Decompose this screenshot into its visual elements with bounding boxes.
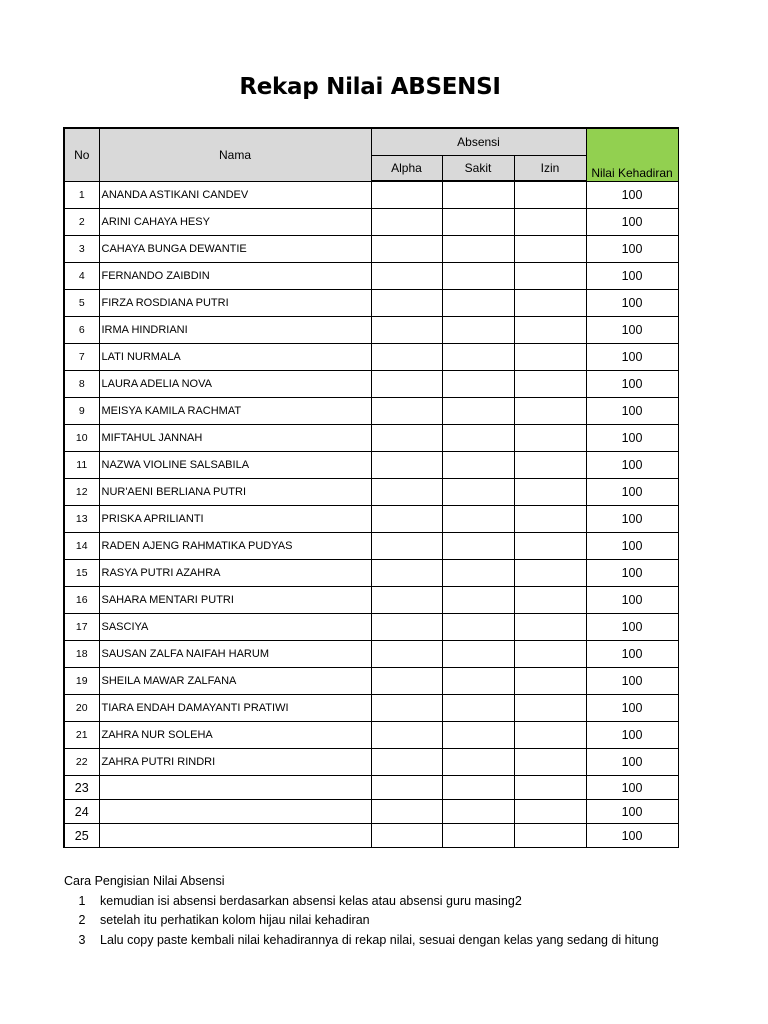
instructions — [64, 872, 659, 950]
table-row — [64, 506, 678, 533]
alpha-cell[interactable] — [371, 452, 442, 479]
row-number: 8 — [64, 371, 99, 398]
row-number: 25 — [64, 824, 99, 848]
table-row — [64, 452, 678, 479]
row-number: 14 — [64, 533, 99, 560]
sakit-cell[interactable] — [442, 776, 514, 800]
sakit-cell[interactable] — [442, 641, 514, 668]
alpha-cell[interactable] — [371, 722, 442, 749]
nilai-kehadiran-cell: 100 — [586, 749, 678, 776]
instructions-list — [64, 892, 659, 951]
sakit-cell[interactable] — [442, 506, 514, 533]
alpha-cell[interactable] — [371, 641, 442, 668]
nilai-kehadiran-cell: 100 — [586, 722, 678, 749]
student-name-cell: CAHAYA BUNGA DEWANTIE — [99, 236, 371, 263]
nilai-kehadiran-cell: 100 — [586, 371, 678, 398]
student-name-cell: RADEN AJENG RAHMATIKA PUDYAS — [99, 533, 371, 560]
alpha-cell[interactable] — [371, 800, 442, 824]
sakit-cell[interactable] — [442, 290, 514, 317]
izin-cell[interactable] — [514, 749, 586, 776]
student-name-cell: SHEILA MAWAR ZALFANA — [99, 668, 371, 695]
nilai-kehadiran-cell: 100 — [586, 317, 678, 344]
instruction-number: 3 — [78, 932, 86, 947]
header-izin: Izin — [514, 155, 586, 181]
attendance-table-container — [63, 127, 677, 851]
student-name-cell — [99, 800, 371, 824]
alpha-cell[interactable] — [371, 181, 442, 209]
izin-cell[interactable] — [514, 776, 586, 800]
table-row — [64, 181, 678, 209]
alpha-cell[interactable] — [371, 236, 442, 263]
student-name-cell: ANANDA ASTIKANI CANDEV — [99, 181, 371, 209]
row-number: 19 — [64, 668, 99, 695]
alpha-cell[interactable] — [371, 824, 442, 848]
table-row — [64, 209, 678, 236]
izin-cell[interactable] — [514, 236, 586, 263]
table-row — [64, 317, 678, 344]
header-alpha: Alpha — [371, 155, 442, 181]
sakit-cell[interactable] — [442, 695, 514, 722]
instruction-item — [64, 911, 659, 931]
table-row — [64, 533, 678, 560]
alpha-cell[interactable] — [371, 398, 442, 425]
sakit-cell[interactable] — [442, 722, 514, 749]
alpha-cell[interactable] — [371, 479, 442, 506]
sakit-cell[interactable] — [442, 398, 514, 425]
student-name-cell: FIRZA ROSDIANA PUTRI — [99, 290, 371, 317]
row-number: 21 — [64, 722, 99, 749]
alpha-cell[interactable] — [371, 749, 442, 776]
row-number: 11 — [64, 452, 99, 479]
table-row — [64, 587, 678, 614]
izin-cell[interactable] — [514, 425, 586, 452]
row-number: 16 — [64, 587, 99, 614]
izin-cell[interactable] — [514, 641, 586, 668]
header-no: No — [64, 128, 99, 181]
nilai-kehadiran-cell: 100 — [586, 668, 678, 695]
student-name-cell: RASYA PUTRI AZAHRA — [99, 560, 371, 587]
student-name-cell: NUR'AENI BERLIANA PUTRI — [99, 479, 371, 506]
sakit-cell[interactable] — [442, 749, 514, 776]
student-name-cell: SAHARA MENTARI PUTRI — [99, 587, 371, 614]
header-sakit: Sakit — [442, 155, 514, 181]
header-nama: Nama — [99, 128, 371, 181]
sakit-cell[interactable] — [442, 263, 514, 290]
row-number: 4 — [64, 263, 99, 290]
student-name-cell: LAURA ADELIA NOVA — [99, 371, 371, 398]
row-number: 12 — [64, 479, 99, 506]
row-number: 17 — [64, 614, 99, 641]
sakit-cell[interactable] — [442, 344, 514, 371]
izin-cell[interactable] — [514, 371, 586, 398]
table-row — [64, 800, 678, 824]
sakit-cell[interactable] — [442, 587, 514, 614]
izin-cell[interactable] — [514, 452, 586, 479]
instruction-item — [64, 892, 659, 912]
izin-cell[interactable] — [514, 587, 586, 614]
sakit-cell[interactable] — [442, 425, 514, 452]
nilai-kehadiran-cell: 100 — [586, 479, 678, 506]
izin-cell[interactable] — [514, 479, 586, 506]
alpha-cell[interactable] — [371, 776, 442, 800]
nilai-kehadiran-cell: 100 — [586, 533, 678, 560]
table-row — [64, 344, 678, 371]
student-name-cell — [99, 824, 371, 848]
instruction-item — [64, 931, 659, 951]
student-name-cell: PRISKA APRILIANTI — [99, 506, 371, 533]
nilai-kehadiran-cell: 100 — [586, 776, 678, 800]
sakit-cell[interactable] — [442, 209, 514, 236]
izin-cell[interactable] — [514, 317, 586, 344]
instructions-heading: Cara Pengisian Nilai Absensi — [64, 874, 225, 888]
student-name-cell — [99, 776, 371, 800]
table-row — [64, 236, 678, 263]
table-row — [64, 614, 678, 641]
row-number: 6 — [64, 317, 99, 344]
row-number: 22 — [64, 749, 99, 776]
alpha-cell[interactable] — [371, 614, 442, 641]
sakit-cell[interactable] — [442, 668, 514, 695]
attendance-rows — [64, 181, 678, 848]
izin-cell[interactable] — [514, 398, 586, 425]
alpha-cell[interactable] — [371, 668, 442, 695]
sakit-cell[interactable] — [442, 560, 514, 587]
nilai-kehadiran-cell: 100 — [586, 290, 678, 317]
nilai-kehadiran-cell: 100 — [586, 263, 678, 290]
nilai-kehadiran-cell: 100 — [586, 695, 678, 722]
student-name-cell: FERNANDO ZAIBDIN — [99, 263, 371, 290]
izin-cell[interactable] — [514, 209, 586, 236]
row-number: 1 — [64, 181, 99, 209]
table-row — [64, 641, 678, 668]
row-number: 13 — [64, 506, 99, 533]
instruction-text: Lalu copy paste kembali nilai kehadirannya di rekap nilai, sesuai dengan kelas yang sedang di hitung — [100, 932, 659, 947]
nilai-kehadiran-cell: 100 — [586, 209, 678, 236]
nilai-kehadiran-cell: 100 — [586, 506, 678, 533]
table-row — [64, 398, 678, 425]
sakit-cell[interactable] — [442, 533, 514, 560]
table-row — [64, 824, 678, 848]
izin-cell[interactable] — [514, 290, 586, 317]
student-name-cell: ZAHRA PUTRI RINDRI — [99, 749, 371, 776]
alpha-cell[interactable] — [371, 344, 442, 371]
izin-cell[interactable] — [514, 800, 586, 824]
student-name-cell: TIARA ENDAH DAMAYANTI PRATIWI — [99, 695, 371, 722]
nilai-kehadiran-cell: 100 — [586, 236, 678, 263]
instruction-number: 1 — [78, 893, 86, 908]
instruction-text: kemudian isi absensi berdasarkan absensi kelas atau absensi guru masing2 — [100, 893, 522, 908]
izin-cell[interactable] — [514, 533, 586, 560]
instruction-text: setelah itu perhatikan kolom hijau nilai kehadiran — [100, 913, 370, 927]
nilai-kehadiran-cell: 100 — [586, 641, 678, 668]
student-name-cell: NAZWA VIOLINE SALSABILA — [99, 452, 371, 479]
row-number: 23 — [64, 776, 99, 800]
sakit-cell[interactable] — [442, 317, 514, 344]
alpha-cell[interactable] — [371, 317, 442, 344]
attendance-table — [63, 127, 679, 848]
nilai-kehadiran-cell: 100 — [586, 344, 678, 371]
row-number: 10 — [64, 425, 99, 452]
nilai-kehadiran-cell: 100 — [586, 614, 678, 641]
izin-cell[interactable] — [514, 181, 586, 209]
sakit-cell[interactable] — [442, 479, 514, 506]
sakit-cell[interactable] — [442, 236, 514, 263]
alpha-cell[interactable] — [371, 371, 442, 398]
nilai-kehadiran-cell: 100 — [586, 824, 678, 848]
page-title: Rekap Nilai ABSENSI — [239, 74, 501, 100]
row-number: 7 — [64, 344, 99, 371]
izin-cell[interactable] — [514, 668, 586, 695]
nilai-kehadiran-cell: 100 — [586, 181, 678, 209]
row-number: 5 — [64, 290, 99, 317]
izin-cell[interactable] — [514, 695, 586, 722]
alpha-cell[interactable] — [371, 533, 442, 560]
table-row — [64, 371, 678, 398]
row-number: 18 — [64, 641, 99, 668]
izin-cell[interactable] — [514, 722, 586, 749]
table-row — [64, 290, 678, 317]
student-name-cell: SASCIYA — [99, 614, 371, 641]
student-name-cell: LATI NURMALA — [99, 344, 371, 371]
row-number: 20 — [64, 695, 99, 722]
table-row — [64, 425, 678, 452]
instruction-number: 2 — [78, 913, 86, 927]
table-row — [64, 479, 678, 506]
header-absensi: Absensi — [371, 128, 586, 155]
student-name-cell: ZAHRA NUR SOLEHA — [99, 722, 371, 749]
sakit-cell[interactable] — [442, 824, 514, 848]
alpha-cell[interactable] — [371, 263, 442, 290]
table-row — [64, 749, 678, 776]
nilai-kehadiran-cell: 100 — [586, 425, 678, 452]
row-number: 2 — [64, 209, 99, 236]
student-name-cell: IRMA HINDRIANI — [99, 317, 371, 344]
header-nilai-kehadiran: Nilai Kehadiran — [586, 128, 678, 181]
nilai-kehadiran-cell: 100 — [586, 452, 678, 479]
nilai-kehadiran-cell: 100 — [586, 560, 678, 587]
row-number: 9 — [64, 398, 99, 425]
alpha-cell[interactable] — [371, 695, 442, 722]
alpha-cell[interactable] — [371, 290, 442, 317]
izin-cell[interactable] — [514, 344, 586, 371]
alpha-cell[interactable] — [371, 587, 442, 614]
table-row — [64, 668, 678, 695]
table-row — [64, 560, 678, 587]
table-row — [64, 263, 678, 290]
alpha-cell[interactable] — [371, 425, 442, 452]
table-row — [64, 722, 678, 749]
izin-cell[interactable] — [514, 824, 586, 848]
sakit-cell[interactable] — [442, 181, 514, 209]
sakit-cell[interactable] — [442, 452, 514, 479]
sakit-cell[interactable] — [442, 614, 514, 641]
row-number: 3 — [64, 236, 99, 263]
student-name-cell: MIFTAHUL JANNAH — [99, 425, 371, 452]
table-row — [64, 695, 678, 722]
alpha-cell[interactable] — [371, 209, 442, 236]
nilai-kehadiran-cell: 100 — [586, 800, 678, 824]
izin-cell[interactable] — [514, 506, 586, 533]
sakit-cell[interactable] — [442, 371, 514, 398]
izin-cell[interactable] — [514, 560, 586, 587]
student-name-cell: ARINI CAHAYA HESY — [99, 209, 371, 236]
izin-cell[interactable] — [514, 614, 586, 641]
izin-cell[interactable] — [514, 263, 586, 290]
table-row — [64, 776, 678, 800]
alpha-cell[interactable] — [371, 560, 442, 587]
sakit-cell[interactable] — [442, 800, 514, 824]
student-name-cell: MEISYA KAMILA RACHMAT — [99, 398, 371, 425]
student-name-cell: SAUSAN ZALFA NAIFAH HARUM — [99, 641, 371, 668]
row-number: 24 — [64, 800, 99, 824]
alpha-cell[interactable] — [371, 506, 442, 533]
nilai-kehadiran-cell: 100 — [586, 587, 678, 614]
nilai-kehadiran-cell: 100 — [586, 398, 678, 425]
row-number: 15 — [64, 560, 99, 587]
